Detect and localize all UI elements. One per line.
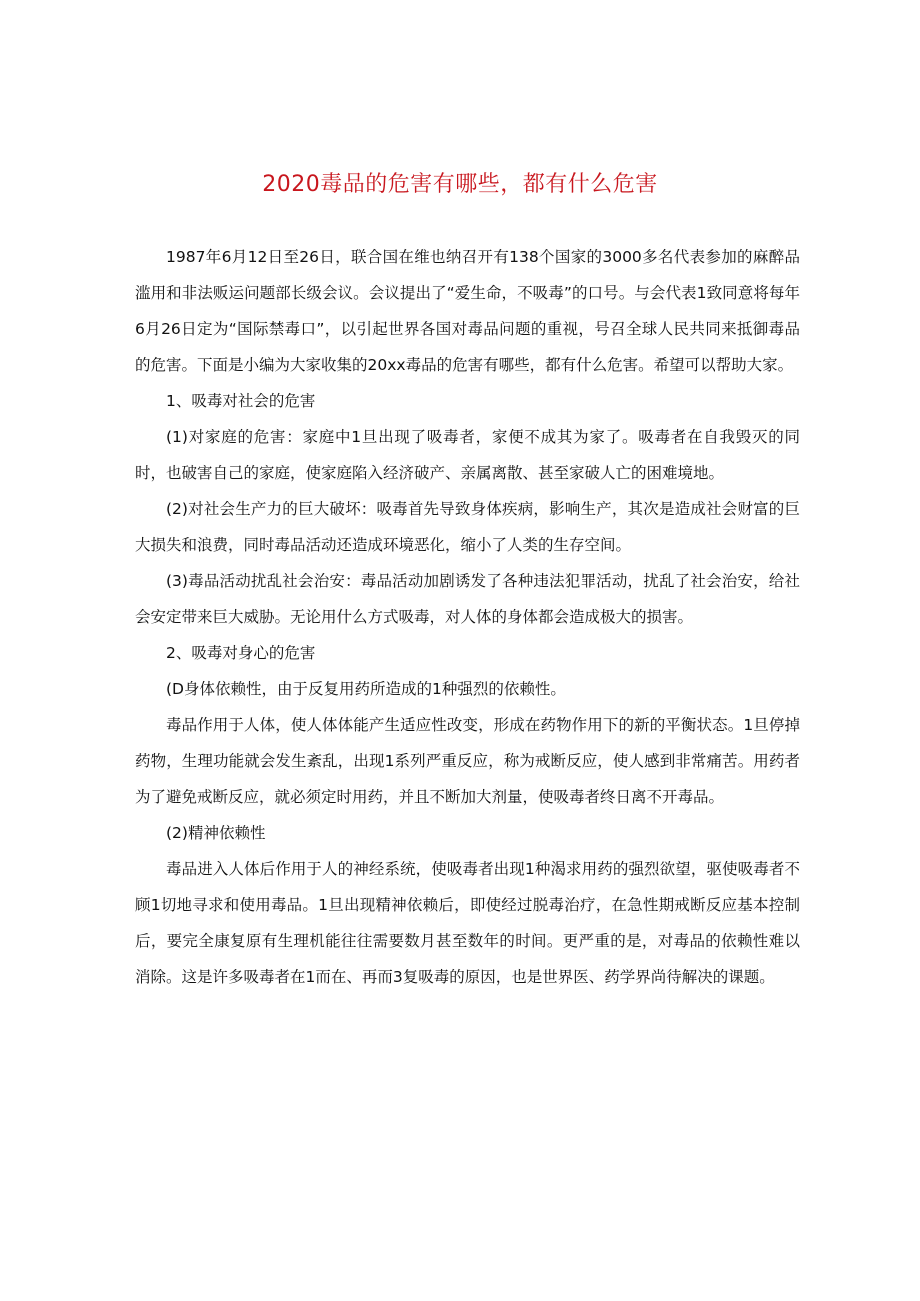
paragraph-psychological-dependence: 毒品进入人体后作用于人的神经系统，使吸毒者出现1种渴求用药的强烈欲望，驱使吸毒者不顾1切地寻求和使用毒品。1旦出现精神依赖后，即使经过脱毒治疗，在急性期戒断反应基本控制后，要完全康复原有生理机能往往需要数月甚至数年的时间。更严重的是，对毒品的依赖性难以消除。这是许多吸毒者在1而在、再而3复吸毒的原因，也是世界医、药学界尚待解决的课题。 — [135, 860, 800, 986]
section-heading-body-mind-harm: 2、吸毒对身心的危害 — [166, 644, 316, 662]
subheading-psychological-dependence: (2)精神依赖性 — [166, 824, 266, 842]
paragraph-productivity-harm: (2)对社会生产力的巨大破坏：吸毒首先导致身体疾病，影响生产，其次是造成社会财富的巨大损失和浪费，同时毒品活动还造成环境恶化，缩小了人类的生存空间。 — [135, 500, 800, 554]
document-title: 2020毒品的危害有哪些，都有什么危害 — [262, 172, 658, 197]
paragraph-physical-dependence: (D身体依赖性，由于反复用药所造成的1种强烈的依赖性。 — [166, 680, 566, 698]
paragraph-public-order-harm: (3)毒品活动扰乱社会治安：毒品活动加剧诱发了各种违法犯罪活动，扰乱了社会治安，给社会安定带来巨大威胁。无论用什么方式吸毒，对人体的身体都会造成极大的损害。 — [135, 572, 800, 626]
intro-paragraph: 1987年6月12日至26日，联合国在维也纳召开有138个国家的3000多名代表参加的麻醉品滥用和非法贩运问题部长级会议。会议提出了“爱生命，不吸毒”的口号。与会代表1致同意将每年6月26日定为“国际禁毒口”，以引起世界各国对毒品问题的重视，号召全球人民共同来抵御毒品的危害。下面是小编为大家收集的20xx毒品的危害有哪些，都有什么危害。希望可以帮助大家。 — [135, 248, 800, 374]
document-body — [135, 239, 800, 995]
section-heading-social-harm: 1、吸毒对社会的危害 — [166, 392, 316, 410]
paragraph-family-harm: (1)对家庭的危害：家庭中1旦出现了吸毒者，家便不成其为家了。吸毒者在自我毁灭的同时，也破害自己的家庭，使家庭陷入经济破产、亲属离散、甚至家破人亡的困难境地。 — [135, 428, 800, 482]
paragraph-withdrawal: 毒品作用于人体，使人体体能产生适应性改变，形成在药物作用下的新的平衡状态。1旦停掉药物，生理功能就会发生紊乱，出现1系列严重反应，称为戒断反应，使人感到非常痛苦。用药者为了避免戒断反应，就必须定时用药，并且不断加大剂量，使吸毒者终日离不开毒品。 — [135, 716, 800, 806]
